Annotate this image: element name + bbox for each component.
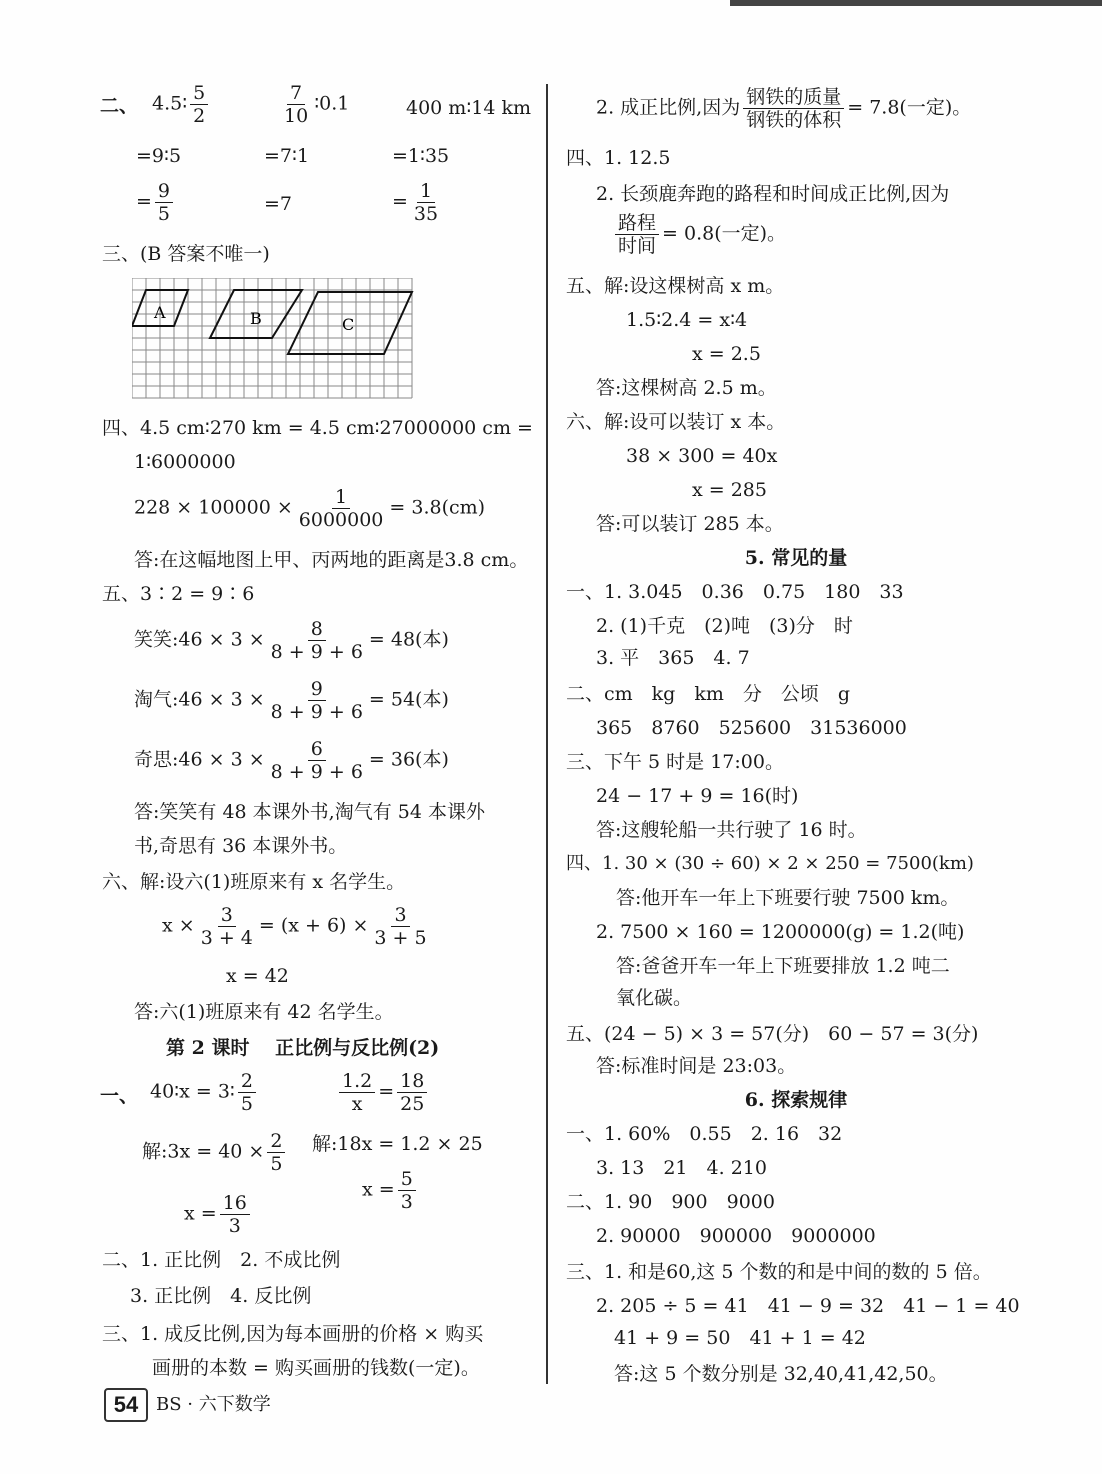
- section-5-row2: 淘气:46 × 3 × $\frac{9}{8 + 9 + 6}$ = 54(本): [134, 678, 449, 723]
- right-r5-l3: 3. 平 365 4. 7: [596, 647, 750, 669]
- section-3-title: 三、(B 答案不唯一): [102, 243, 270, 265]
- right-r5-l14: 五、(24 − 5) × 3 = 57(分) 60 − 57 = 3(分): [566, 1023, 979, 1045]
- right-r3-line1: 五、解:设这棵树高 x m。: [566, 275, 785, 297]
- right-r5-l8: 答:这艘轮船一共行驶了 16 时。: [596, 819, 867, 841]
- right-r5-l1: 一、1. 3.045 0.36 0.75 180 33: [566, 581, 904, 603]
- top-edge-bar: [730, 0, 1102, 6]
- proportion-1-result: x = $\frac{16}{3}$: [184, 1192, 253, 1237]
- right-r3-line2: 1.5∶2.4 = x∶4: [626, 309, 748, 331]
- section-5-row1: 笑笑:46 × 3 × $\frac{8}{8 + 9 + 6}$ = 48(本): [134, 618, 449, 663]
- section-4-line2: 1∶6000000: [134, 451, 236, 473]
- label-c: C: [342, 315, 355, 334]
- ratio-3-step2: =1∶35: [392, 145, 450, 167]
- section-6-line1: 六、解:设六(1)班原来有 x 名学生。: [102, 871, 406, 893]
- section-4-line1: 四、4.5 cm∶270 km = 4.5 cm∶27000000 cm =: [102, 417, 533, 439]
- section-5-answer1: 答:笑笑有 48 本课外书,淘气有 54 本课外: [134, 801, 485, 823]
- right-r6-l6: 2. 205 ÷ 5 = 41 41 − 9 = 32 41 − 1 = 40: [596, 1295, 1020, 1317]
- right-r4-line2: 38 × 300 = 40x: [626, 445, 778, 467]
- right-r6-l2: 3. 13 21 4. 210: [596, 1157, 767, 1179]
- right-r6-l4: 2. 90000 900000 9000000: [596, 1225, 876, 1247]
- right-r5-l7: 24 − 17 + 9 = 16(时): [596, 785, 799, 807]
- section-8-line2: 3. 正比例 4. 反比例: [130, 1285, 312, 1307]
- section-8-line1: 二、1. 正比例 2. 不成比例: [102, 1249, 341, 1271]
- ratio-2-step2: =7∶1: [264, 145, 310, 167]
- proportion-2: $\frac{1.2}{x}$ = $\frac{18}{25}$: [336, 1070, 430, 1115]
- right-r5-l13: 氧化碳。: [616, 987, 693, 1009]
- right-r4-line4: 答:可以装订 285 本。: [596, 513, 784, 535]
- heading-explore-patterns: 6. 探索规律: [744, 1089, 848, 1111]
- lesson-heading: 第 2 课时 正比例与反比例(2): [166, 1037, 440, 1059]
- footer-text: BS · 六下数学: [156, 1394, 271, 1415]
- page-number: 54: [104, 1388, 148, 1422]
- right-r3-line3: x = 2.5: [692, 343, 761, 365]
- grid-figure: [132, 278, 414, 400]
- section-4-answer: 答:在这幅地图上甲、丙两地的距离是3.8 cm。: [134, 549, 529, 571]
- section-label-1: 一、: [100, 1085, 139, 1107]
- proportion-1-solve: 解:3x = 40 × $\frac{2}{5}$: [142, 1130, 288, 1175]
- ratio-3-step3: = $\frac{1}{35}$: [392, 180, 439, 225]
- right-r6-l5: 三、1. 和是60,这 5 个数的和是中间的数的 5 倍。: [566, 1261, 992, 1283]
- right-r6-l1: 一、1. 60% 0.55 2. 16 32: [566, 1123, 843, 1145]
- right-r6-l7: 41 + 9 = 50 41 + 1 = 42: [614, 1327, 866, 1349]
- ratio-3: 400 m∶14 km: [406, 97, 532, 119]
- right-r1: 2. 成正比例,因为 $\frac{\text{钢铁的质量}}{\text{钢铁的体积}}$ = 7.8(一定)。: [596, 86, 972, 131]
- right-r6-l8: 答:这 5 个数分别是 32,40,41,42,50。: [614, 1363, 948, 1385]
- proportion-2-result: x = $\frac{5}{3}$: [362, 1168, 419, 1213]
- section-5-line1: 五、3∶2 = 9∶6: [102, 583, 255, 605]
- ratio-1-step2: =9∶5: [136, 145, 182, 167]
- section-label-2: 二、: [100, 95, 139, 117]
- right-r4-line1: 六、解:设可以装订 x 本。: [566, 411, 786, 433]
- right-r5-l6: 三、下午 5 时是 17:00。: [566, 751, 784, 773]
- ratio-1: 4.5∶ $\frac{5}{2}$: [152, 82, 211, 127]
- proportion-2-solve: 解:18x = 1.2 × 25: [312, 1133, 483, 1155]
- right-r5-l12: 答:爸爸开车一年上下班要排放 1.2 吨二: [616, 955, 950, 977]
- right-r6-l3: 二、1. 90 900 9000: [566, 1191, 775, 1213]
- heading-common-quantities: 5. 常见的量: [744, 547, 848, 569]
- ratio-1-step3: = $\frac{9}{5}$: [136, 180, 176, 225]
- ratio-2: $\frac{7}{10}$ ∶0.1: [284, 82, 350, 127]
- proportion-1: 40∶x = 3∶ $\frac{2}{5}$: [150, 1070, 259, 1115]
- section-5-row3: 奇思:46 × 3 × $\frac{6}{8 + 9 + 6}$ = 36(本): [134, 738, 449, 783]
- right-r5-l10: 答:他开车一年上下班要行驶 7500 km。: [616, 887, 960, 909]
- label-b: B: [250, 309, 262, 328]
- section-6-result: x = 42: [226, 965, 289, 987]
- right-r5-l9: 四、1. 30 × (30 ÷ 60) × 2 × 250 = 7500(km): [566, 853, 974, 874]
- right-r2-line1: 四、1. 12.5: [566, 147, 671, 169]
- label-a: A: [154, 303, 166, 322]
- right-r2-line3: $\frac{\text{路程}}{\text{时间}}$ = 0.8(一定)。: [612, 212, 786, 257]
- section-9-line2: 画册的本数 = 购买画册的钱数(一定)。: [152, 1357, 480, 1379]
- right-r3-line4: 答:这棵树高 2.5 m。: [596, 377, 777, 399]
- section-9-line1: 三、1. 成反比例,因为每本画册的价格 × 购买: [102, 1323, 484, 1345]
- right-r5-l2: 2. (1)千克 (2)吨 (3)分 时: [596, 615, 853, 637]
- section-6-answer: 答:六(1)班原来有 42 名学生。: [134, 1001, 394, 1023]
- right-r4-line3: x = 285: [692, 479, 767, 501]
- right-r5-l5: 365 8760 525600 31536000: [596, 717, 907, 739]
- column-divider: [546, 84, 548, 1384]
- right-r5-l4: 二、cm kg km 分 公顷 g: [566, 683, 851, 705]
- right-r5-l15: 答:标准时间是 23:03。: [596, 1055, 797, 1077]
- section-5-answer2: 书,奇思有 36 本课外书。: [134, 835, 348, 857]
- right-r5-l11: 2. 7500 × 160 = 1200000(g) = 1.2(吨): [596, 921, 965, 943]
- section-6-equation: x × $\frac{3}{3 + 4}$ = (x + 6) × $\frac{3}{3 + 5}$: [162, 904, 427, 949]
- section-4-line3: 228 × 100000 × $\frac{1}{6000000}$ = 3.8(cm): [134, 486, 486, 531]
- right-r2-line2: 2. 长颈鹿奔跑的路程和时间成正比例,因为: [596, 183, 950, 205]
- ratio-2-step3: =7: [264, 193, 293, 215]
